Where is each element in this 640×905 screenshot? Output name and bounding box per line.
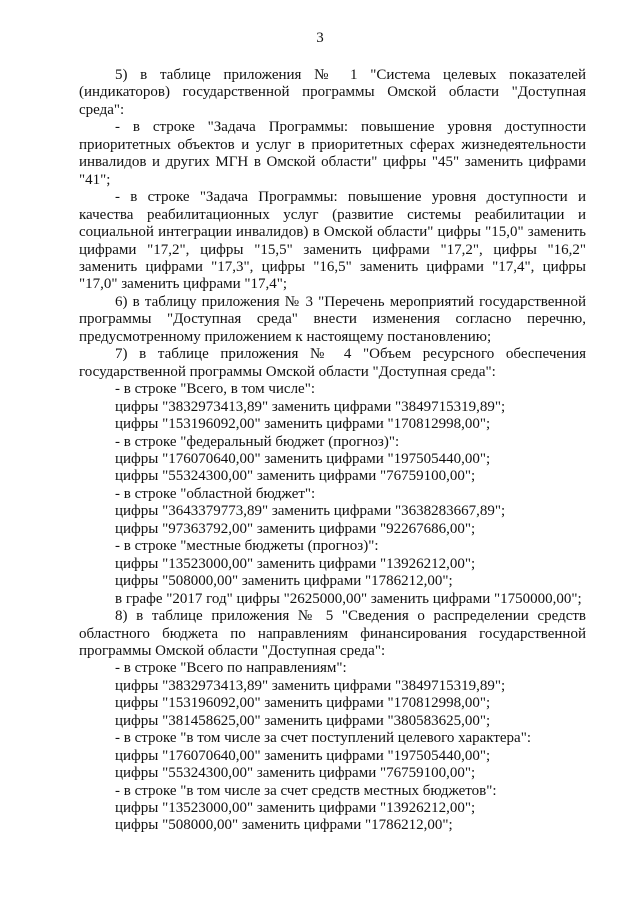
line-change: цифры "176070640,00" заменить цифрами "197505440,00"; bbox=[115, 747, 491, 764]
line-row-local-funds: - в строке "в том числе за счет средств местных бюджетов": bbox=[115, 782, 497, 799]
line-change: цифры "55324300,00" заменить цифрами "76759100,00"; bbox=[115, 468, 476, 485]
line-change: цифры "13523000,00" заменить цифрами "13926212,00"; bbox=[115, 800, 476, 817]
line-row-federal: - в строке "федеральный бюджет (прогноз)": bbox=[115, 433, 400, 450]
line-change: цифры "508000,00" заменить цифрами "1786212,00"; bbox=[115, 817, 453, 834]
line-change: цифры "97363792,00" заменить цифрами "92267686,00"; bbox=[115, 520, 476, 537]
line-change: цифры "153196092,00" заменить цифрами "170812998,00"; bbox=[115, 695, 491, 712]
line-row-targeted: - в строке "в том числе за счет поступлений целевого характера": bbox=[115, 730, 532, 747]
line-change: цифры "55324300,00" заменить цифрами "76759100,00"; bbox=[115, 765, 476, 782]
line-row-local: - в строке "местные бюджеты (прогноз)": bbox=[115, 538, 379, 555]
paragraph-task-rehabilitation: - в строке "Задача Программы: повышение уровня доступности и качества реабилитационных услуг (развитие системы реабилитации и социальной интеграции инвалидов) в Омской области" цифры "15,0" заменить цифрами "17,2", цифры "15,5" заменить цифрами "17,2", цифры "16,2" заменить цифрами "17,3", цифры "16,5" заменить цифрами "17,4", цифры "17,0" заменить цифрами "17,4"; bbox=[79, 189, 586, 293]
page-number: 3 bbox=[316, 30, 324, 46]
line-change: цифры "3832973413,89" заменить цифрами "3849715319,89"; bbox=[115, 677, 506, 694]
line-row-regional: - в строке "областной бюджет": bbox=[115, 485, 316, 502]
line-column-2017: в графе "2017 год" цифры "2625000,00" заменить цифрами "1750000,00"; bbox=[115, 590, 582, 607]
line-change: цифры "13523000,00" заменить цифрами "13926212,00"; bbox=[115, 555, 476, 572]
document-body bbox=[79, 67, 586, 835]
line-change: цифры "508000,00" заменить цифрами "1786212,00"; bbox=[115, 573, 453, 590]
line-change: цифры "176070640,00" заменить цифрами "197505440,00"; bbox=[115, 450, 491, 467]
line-change: цифры "153196092,00" заменить цифрами "170812998,00"; bbox=[115, 416, 491, 433]
line-row-total: - в строке "Всего, в том числе": bbox=[115, 381, 316, 398]
paragraph-item-7: 7) в таблице приложения № 4 "Объем ресурсного обеспечения государственной программы Омской области "Доступная среда": bbox=[79, 346, 586, 380]
line-change: цифры "3832973413,89" заменить цифрами "3849715319,89"; bbox=[115, 398, 506, 415]
line-row-total-directions: - в строке "Всего по направлениям": bbox=[115, 660, 347, 677]
paragraph-task-accessibility: - в строке "Задача Программы: повышение уровня доступности приоритетных объектов и услуг в приоритетных сферах жизнедеятельности инвалидов и других МГН в Омской области" цифры "45" заменить цифрами "41"; bbox=[79, 119, 586, 188]
paragraph-item-8: 8) в таблице приложения № 5 "Сведения о распределении средств областного бюджета по направлениям финансирования государственной программы Омской области "Доступная среда": bbox=[79, 608, 586, 659]
line-change: цифры "3643379773,89" заменить цифрами "3638283667,89"; bbox=[115, 503, 506, 520]
line-change: цифры "381458625,00" заменить цифрами "380583625,00"; bbox=[115, 712, 491, 729]
paragraph-item-6: 6) в таблицу приложения № 3 "Перечень мероприятий государственной программы "Доступная среда" внести изменения согласно перечню, предусмотренному приложением к настоящему постановлению; bbox=[79, 293, 586, 345]
paragraph-item-5: 5) в таблице приложения № 1 "Система целевых показателей (индикаторов) государственной программы Омской области "Доступная среда": bbox=[79, 67, 586, 118]
